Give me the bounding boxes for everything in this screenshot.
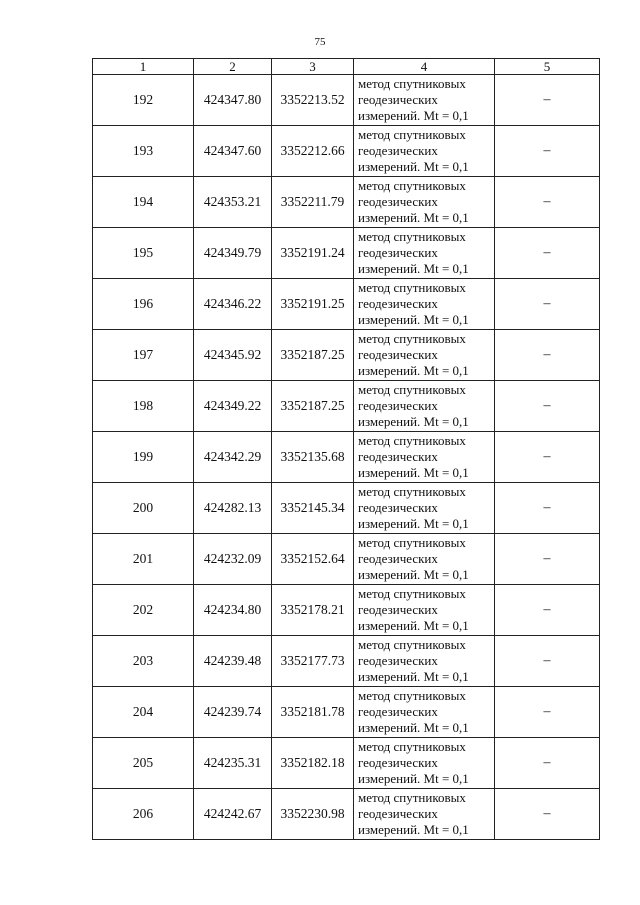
y-coordinate-cell: 3352187.25 (272, 330, 354, 381)
note-cell: – (495, 789, 600, 840)
method-cell (354, 636, 495, 687)
table-body (93, 75, 600, 840)
method-line: геодезических (358, 500, 438, 515)
method-line: метод спутниковых (358, 76, 466, 91)
x-coordinate-cell: 424239.48 (194, 636, 272, 687)
x-coordinate-cell: 424347.60 (194, 126, 272, 177)
table-row (93, 585, 600, 636)
point-number-cell: 194 (93, 177, 194, 228)
method-cell (354, 330, 495, 381)
method-line: метод спутниковых (358, 280, 466, 295)
point-number-cell: 206 (93, 789, 194, 840)
method-line: измерений. Mt = 0,1 (358, 618, 469, 633)
method-line: метод спутниковых (358, 637, 466, 652)
y-coordinate-cell: 3352181.78 (272, 687, 354, 738)
x-coordinate-cell: 424239.74 (194, 687, 272, 738)
method-line: измерений. Mt = 0,1 (358, 822, 469, 837)
method-line: метод спутниковых (358, 739, 466, 754)
point-number-cell: 199 (93, 432, 194, 483)
y-coordinate-cell: 3352178.21 (272, 585, 354, 636)
x-coordinate-cell: 424349.79 (194, 228, 272, 279)
method-line: метод спутниковых (358, 688, 466, 703)
y-coordinate-cell: 3352145.34 (272, 483, 354, 534)
method-line: геодезических (358, 602, 438, 617)
table-row (93, 177, 600, 228)
method-line: метод спутниковых (358, 433, 466, 448)
note-cell: – (495, 228, 600, 279)
x-coordinate-cell: 424232.09 (194, 534, 272, 585)
point-number-cell: 192 (93, 75, 194, 126)
method-line: измерений. Mt = 0,1 (358, 516, 469, 531)
method-line: измерений. Mt = 0,1 (358, 720, 469, 735)
method-line: геодезических (358, 551, 438, 566)
method-line: геодезических (358, 449, 438, 464)
column-header-notes: 5 (495, 59, 600, 75)
x-coordinate-cell: 424282.13 (194, 483, 272, 534)
note-cell: – (495, 330, 600, 381)
point-number-cell: 195 (93, 228, 194, 279)
note-cell: – (495, 534, 600, 585)
x-coordinate-cell: 424234.80 (194, 585, 272, 636)
note-cell: – (495, 483, 600, 534)
point-number-cell: 205 (93, 738, 194, 789)
column-header-point-number: 1 (93, 59, 194, 75)
method-line: измерений. Mt = 0,1 (358, 210, 469, 225)
method-line: геодезических (358, 296, 438, 311)
note-cell: – (495, 279, 600, 330)
column-header-method: 4 (354, 59, 495, 75)
y-coordinate-cell: 3352182.18 (272, 738, 354, 789)
note-cell: – (495, 126, 600, 177)
coordinates-table (92, 58, 600, 840)
point-number-cell: 193 (93, 126, 194, 177)
method-line: измерений. Mt = 0,1 (358, 108, 469, 123)
note-cell: – (495, 177, 600, 228)
method-cell (354, 483, 495, 534)
table-row (93, 126, 600, 177)
x-coordinate-cell: 424353.21 (194, 177, 272, 228)
note-cell: – (495, 75, 600, 126)
table-row (93, 483, 600, 534)
x-coordinate-cell: 424242.67 (194, 789, 272, 840)
method-line: геодезических (358, 806, 438, 821)
method-line: геодезических (358, 92, 438, 107)
method-line: метод спутниковых (358, 229, 466, 244)
method-line: измерений. Mt = 0,1 (358, 414, 469, 429)
method-cell (354, 585, 495, 636)
method-cell (354, 126, 495, 177)
method-line: метод спутниковых (358, 535, 466, 550)
method-line: геодезических (358, 347, 438, 362)
method-line: измерений. Mt = 0,1 (358, 363, 469, 378)
y-coordinate-cell: 3352191.25 (272, 279, 354, 330)
method-line: геодезических (358, 143, 438, 158)
method-cell (354, 687, 495, 738)
table-row (93, 534, 600, 585)
note-cell: – (495, 432, 600, 483)
y-coordinate-cell: 3352212.66 (272, 126, 354, 177)
method-line: метод спутниковых (358, 382, 466, 397)
column-header-y: 3 (272, 59, 354, 75)
method-line: измерений. Mt = 0,1 (358, 771, 469, 786)
y-coordinate-cell: 3352191.24 (272, 228, 354, 279)
point-number-cell: 197 (93, 330, 194, 381)
table-row (93, 738, 600, 789)
point-number-cell: 203 (93, 636, 194, 687)
table-row (93, 75, 600, 126)
method-line: измерений. Mt = 0,1 (358, 261, 469, 276)
y-coordinate-cell: 3352187.25 (272, 381, 354, 432)
point-number-cell: 198 (93, 381, 194, 432)
method-cell (354, 228, 495, 279)
table-row (93, 381, 600, 432)
x-coordinate-cell: 424342.29 (194, 432, 272, 483)
note-cell: – (495, 381, 600, 432)
x-coordinate-cell: 424349.22 (194, 381, 272, 432)
header-row (93, 59, 600, 75)
method-cell (354, 738, 495, 789)
y-coordinate-cell: 3352213.52 (272, 75, 354, 126)
page-number: 75 (314, 36, 326, 48)
point-number-cell: 201 (93, 534, 194, 585)
table-row (93, 687, 600, 738)
note-cell: – (495, 687, 600, 738)
y-coordinate-cell: 3352177.73 (272, 636, 354, 687)
method-line: геодезических (358, 755, 438, 770)
point-number-cell: 204 (93, 687, 194, 738)
x-coordinate-cell: 424345.92 (194, 330, 272, 381)
table-row (93, 789, 600, 840)
column-header-x: 2 (194, 59, 272, 75)
method-line: измерений. Mt = 0,1 (358, 465, 469, 480)
method-line: измерений. Mt = 0,1 (358, 567, 469, 582)
method-line: измерений. Mt = 0,1 (358, 312, 469, 327)
point-number-cell: 196 (93, 279, 194, 330)
table-row (93, 330, 600, 381)
method-line: метод спутниковых (358, 484, 466, 499)
method-cell (354, 177, 495, 228)
note-cell: – (495, 585, 600, 636)
method-line: геодезических (358, 704, 438, 719)
method-cell (354, 75, 495, 126)
method-cell (354, 789, 495, 840)
method-line: метод спутниковых (358, 586, 466, 601)
point-number-cell: 202 (93, 585, 194, 636)
x-coordinate-cell: 424235.31 (194, 738, 272, 789)
method-cell (354, 432, 495, 483)
y-coordinate-cell: 3352211.79 (272, 177, 354, 228)
method-line: метод спутниковых (358, 790, 466, 805)
y-coordinate-cell: 3352152.64 (272, 534, 354, 585)
table-row (93, 636, 600, 687)
table-header (93, 59, 600, 75)
x-coordinate-cell: 424347.80 (194, 75, 272, 126)
note-cell: – (495, 636, 600, 687)
method-cell (354, 279, 495, 330)
method-line: геодезических (358, 653, 438, 668)
method-line: геодезических (358, 398, 438, 413)
method-line: измерений. Mt = 0,1 (358, 669, 469, 684)
y-coordinate-cell: 3352135.68 (272, 432, 354, 483)
method-cell (354, 381, 495, 432)
method-line: метод спутниковых (358, 331, 466, 346)
method-cell (354, 534, 495, 585)
x-coordinate-cell: 424346.22 (194, 279, 272, 330)
method-line: метод спутниковых (358, 127, 466, 142)
method-line: геодезических (358, 194, 438, 209)
point-number-cell: 200 (93, 483, 194, 534)
table-row (93, 279, 600, 330)
method-line: метод спутниковых (358, 178, 466, 193)
y-coordinate-cell: 3352230.98 (272, 789, 354, 840)
method-line: измерений. Mt = 0,1 (358, 159, 469, 174)
method-line: геодезических (358, 245, 438, 260)
note-cell: – (495, 738, 600, 789)
table-row (93, 228, 600, 279)
table-row (93, 432, 600, 483)
